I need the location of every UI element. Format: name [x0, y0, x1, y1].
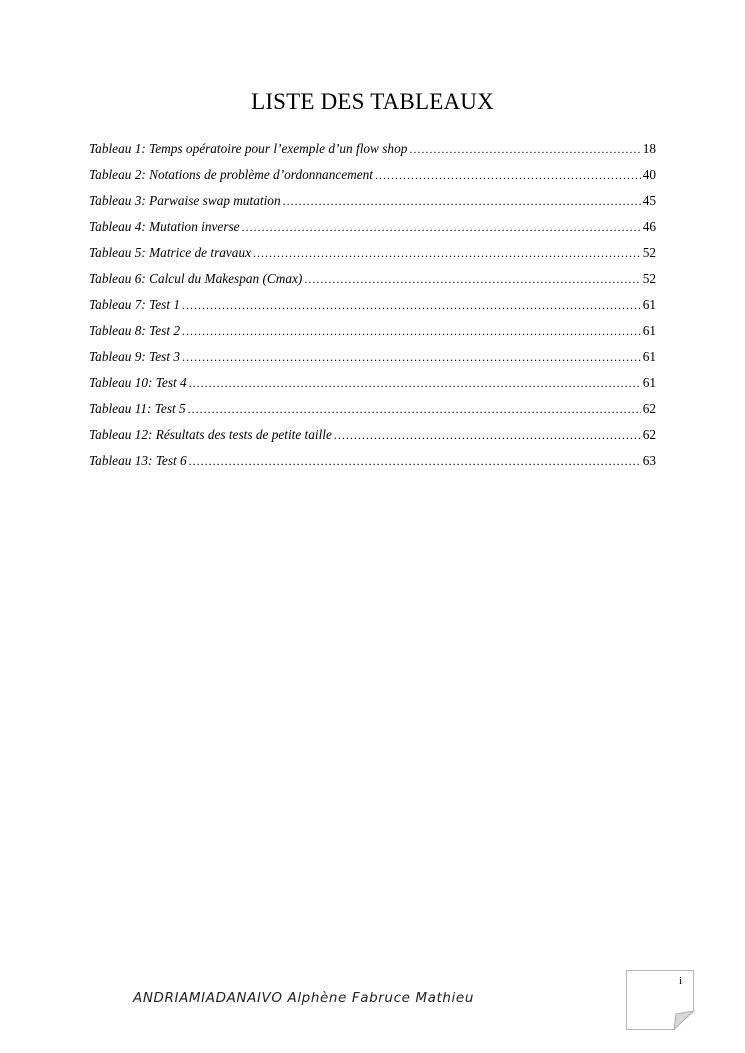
toc-leader-dots — [189, 454, 641, 469]
toc-entry-8[interactable] — [89, 323, 656, 349]
toc-leader-dots — [253, 246, 641, 261]
toc-leader-dots — [188, 402, 641, 417]
toc-entry-page: 62 — [642, 427, 656, 442]
toc-entry-page: 52 — [642, 271, 656, 286]
toc-leader-dots — [375, 168, 641, 183]
toc-leader-dots — [182, 324, 641, 339]
toc-entry-page: 61 — [642, 375, 656, 390]
page-title: LISTE DES TABLEAUX — [251, 89, 494, 114]
toc-entry-label: Tableau 1: Temps opératoire pour l’exemple d’un flow shop — [89, 141, 408, 156]
toc-entry-label: Tableau 3: Parwaise swap mutation — [89, 193, 281, 208]
toc-entry-3[interactable] — [89, 193, 656, 219]
page-number: i — [679, 975, 683, 987]
toc-entry-label: Tableau 12: Résultats des tests de petite taille — [89, 427, 332, 442]
toc-entry-label: Tableau 11: Test 5 — [89, 401, 186, 416]
table-list — [89, 141, 656, 479]
toc-leader-dots — [182, 298, 641, 313]
toc-entry-2[interactable] — [89, 167, 656, 193]
toc-entry-7[interactable] — [89, 297, 656, 323]
toc-leader-dots — [283, 194, 641, 209]
folded-page-corner-icon — [626, 970, 694, 1030]
toc-entry-page: 18 — [642, 141, 656, 156]
toc-leader-dots — [304, 272, 640, 287]
footer-author: ANDRIAMIADANAIVO Alphène Fabruce Mathieu — [133, 990, 474, 1006]
toc-entry-1[interactable] — [89, 141, 656, 167]
toc-entry-10[interactable] — [89, 375, 656, 401]
toc-entry-page: 46 — [642, 219, 656, 234]
toc-entry-label: Tableau 2: Notations de problème d’ordonnancement — [89, 167, 374, 182]
toc-leader-dots — [189, 376, 641, 391]
toc-entry-page: 62 — [642, 401, 656, 416]
toc-entry-label: Tableau 9: Test 3 — [89, 349, 181, 364]
toc-entry-page: 63 — [642, 453, 656, 468]
toc-entry-13[interactable] — [89, 453, 656, 479]
toc-entry-page: 40 — [642, 167, 656, 182]
toc-entry-page: 52 — [642, 245, 656, 260]
toc-leader-dots — [334, 428, 641, 443]
toc-entry-label: Tableau 4: Mutation inverse — [89, 219, 240, 234]
toc-entry-page: 61 — [642, 349, 656, 364]
toc-entry-label: Tableau 10: Test 4 — [89, 375, 187, 390]
toc-entry-label: Tableau 7: Test 1 — [89, 297, 181, 312]
toc-entry-4[interactable] — [89, 219, 656, 245]
toc-leader-dots — [242, 220, 641, 235]
toc-entry-page: 61 — [642, 323, 656, 338]
toc-entry-12[interactable] — [89, 427, 656, 453]
toc-entry-label: Tableau 8: Test 2 — [89, 323, 181, 338]
toc-entry-11[interactable] — [89, 401, 656, 427]
toc-entry-label: Tableau 6: Calcul du Makespan (Cmax) — [89, 271, 303, 286]
toc-leader-dots — [182, 350, 641, 365]
toc-entry-label: Tableau 13: Test 6 — [89, 453, 187, 468]
toc-entry-page: 45 — [642, 193, 656, 208]
toc-entry-6[interactable] — [89, 271, 656, 297]
toc-entry-9[interactable] — [89, 349, 656, 375]
toc-entry-page: 61 — [642, 297, 656, 312]
toc-entry-5[interactable] — [89, 245, 656, 271]
toc-leader-dots — [409, 142, 640, 157]
toc-entry-label: Tableau 5: Matrice de travaux — [89, 245, 251, 260]
